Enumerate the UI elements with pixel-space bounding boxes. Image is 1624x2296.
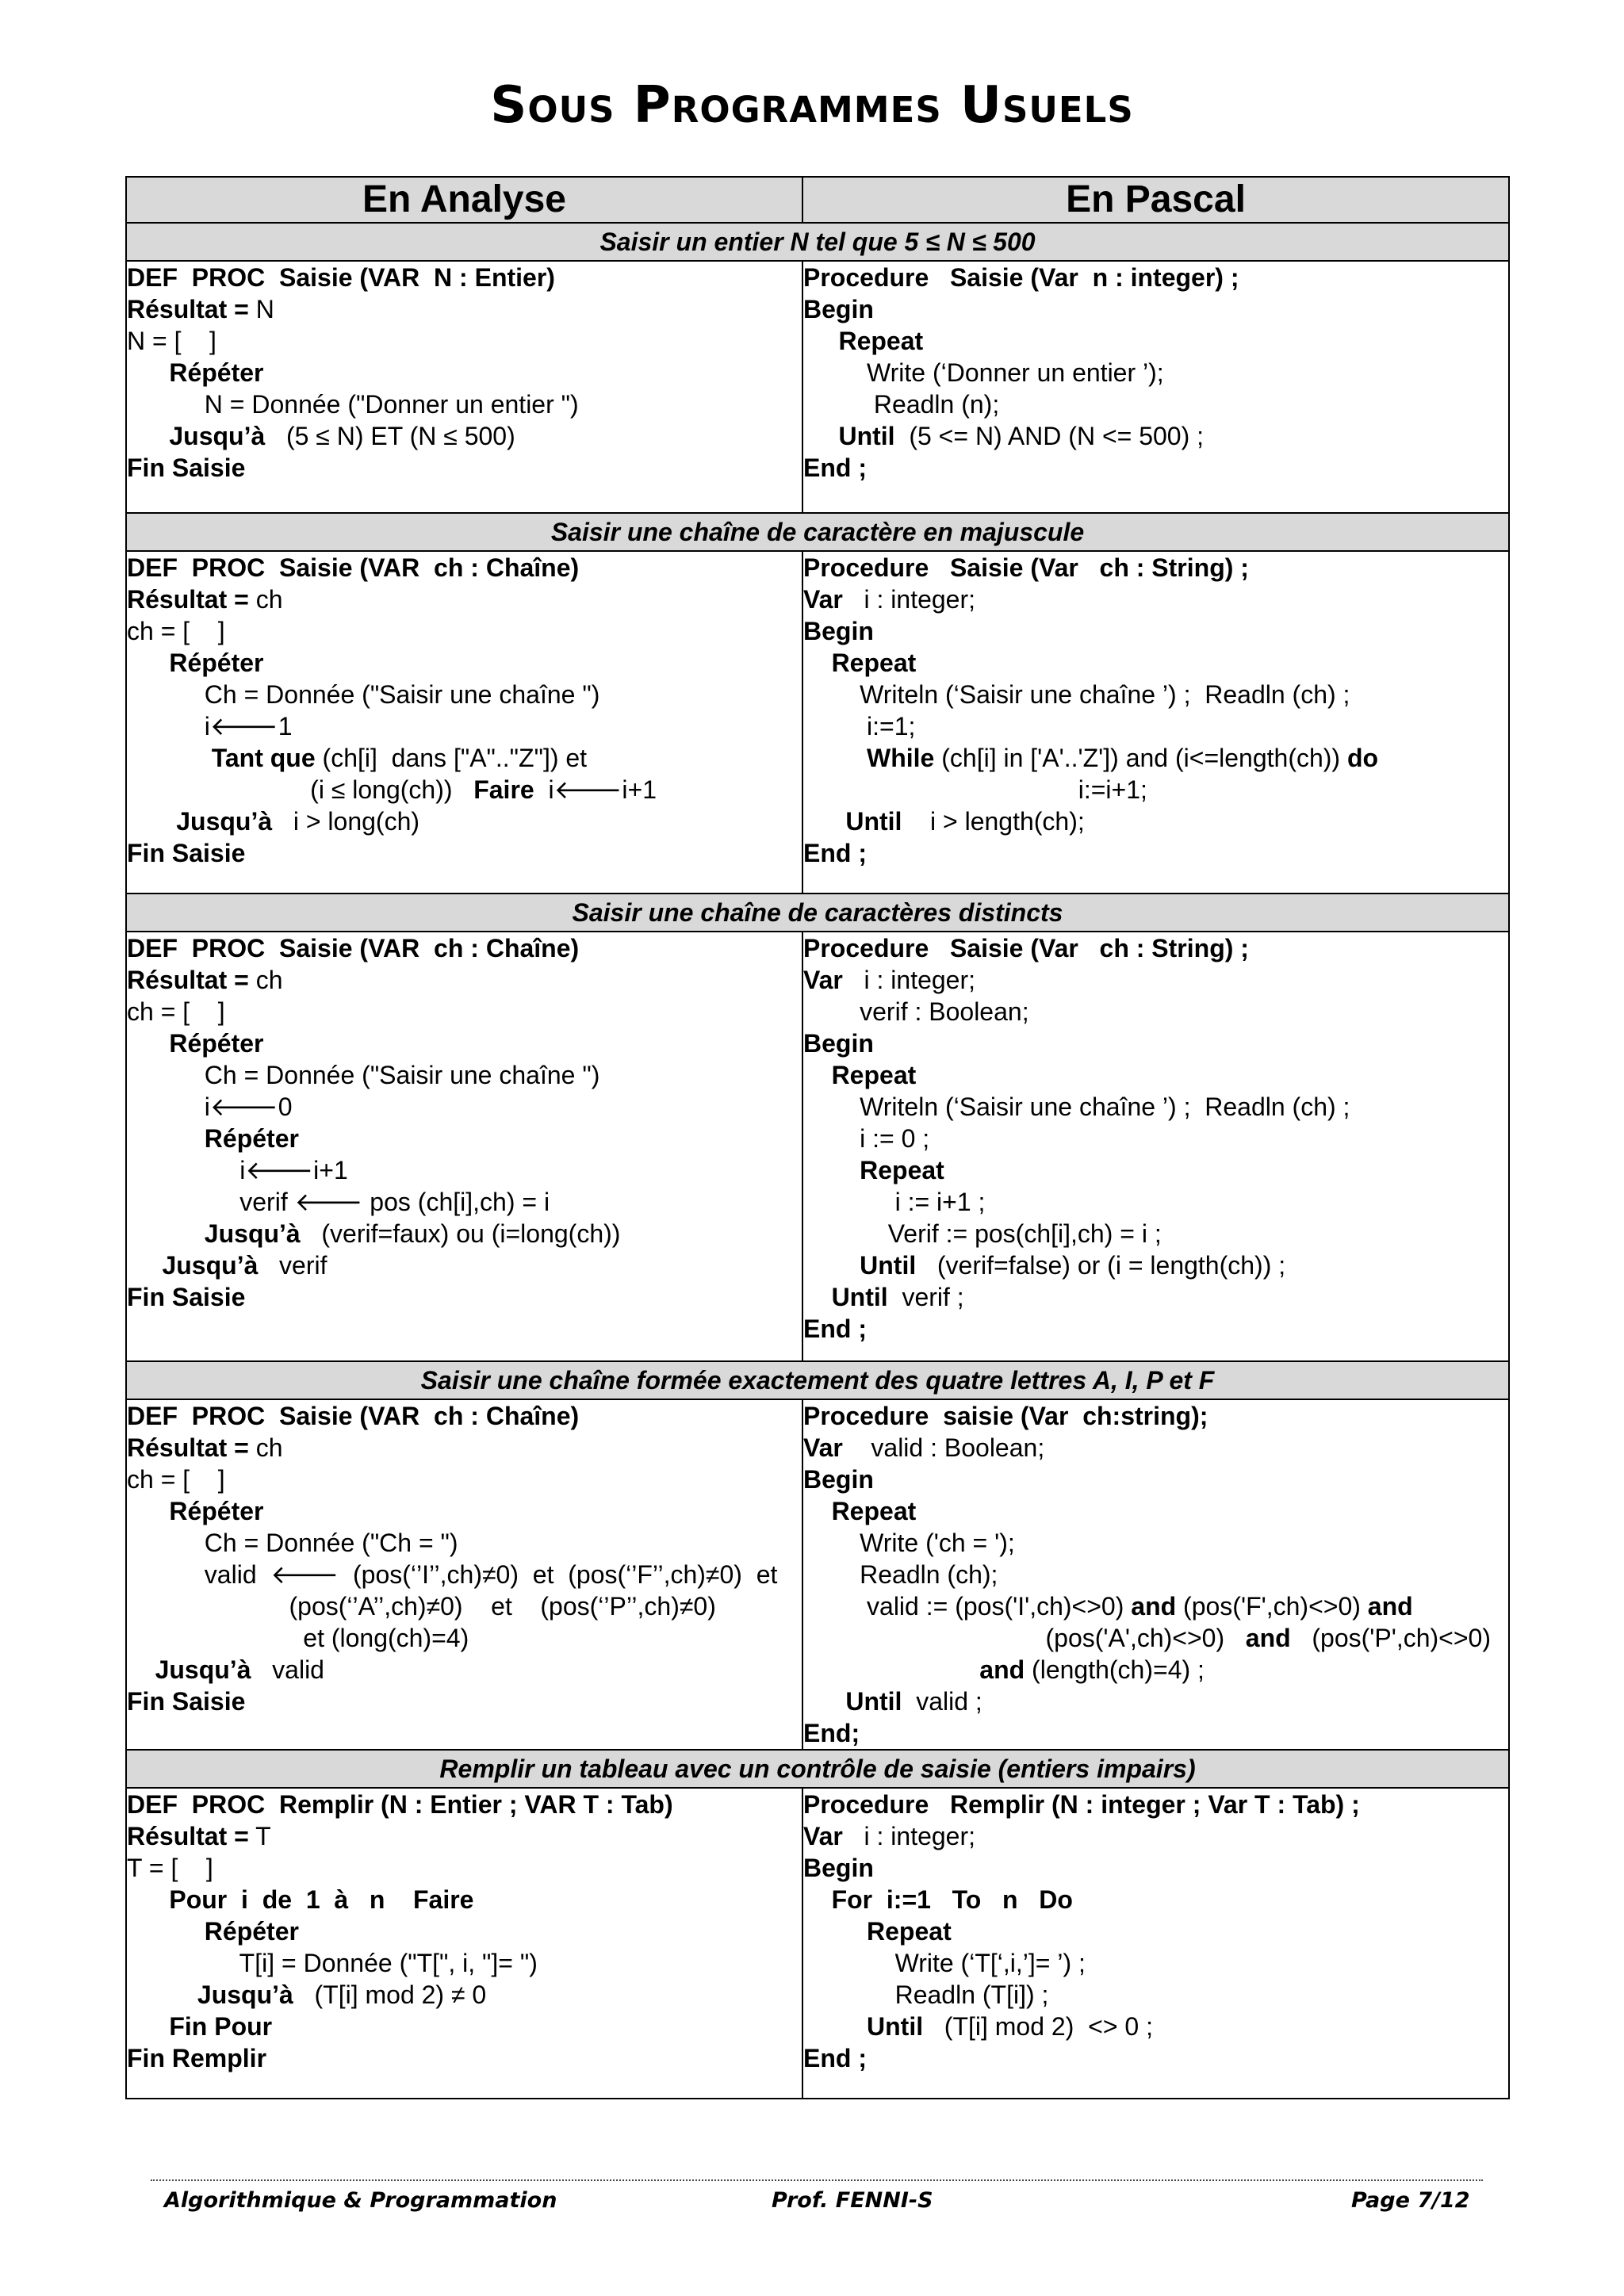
analyse-code-line: Répéter: [204, 1917, 299, 1946]
pascal-code-line: Var valid : Boolean;: [803, 1433, 1045, 1462]
pascal-code-cell: [802, 932, 1509, 1361]
analyse-code-line: DEF PROC Saisie (VAR N : Entier): [127, 263, 555, 292]
analyse-code-line: Tant que (ch[i] dans ["A".."Z"]) et: [211, 744, 588, 772]
pascal-code-line: i:=i+1;: [803, 775, 1147, 804]
pascal-code-line: Write (‘T[‘,i,’]= ’) ;: [803, 1949, 1086, 1977]
section-body-row: [126, 1788, 1509, 2099]
section-header-row: [126, 513, 1509, 551]
column-header-analyse: En Analyse: [126, 177, 802, 223]
section-heading: Saisir une chaîne formée exactement des quatre lettres A, I, P et F: [126, 1361, 1509, 1399]
analyse-code-line: i🡐i+1: [127, 1156, 348, 1184]
analyse-code-line: i🡐0: [127, 1093, 293, 1121]
section-heading: Saisir une chaîne de caractères distincts: [126, 894, 1509, 932]
pascal-code-line: Until (verif=false) or (i = length(ch)) ;: [860, 1251, 1286, 1280]
footer-divider: [151, 2179, 1483, 2181]
analyse-code-cell: [126, 1788, 802, 2099]
pascal-code-line: End ;: [803, 453, 867, 482]
section-header-row: [126, 1750, 1509, 1788]
pascal-code-line: Procedure Saisie (Var n : integer) ;: [803, 263, 1239, 292]
pascal-code-line: verif : Boolean;: [803, 997, 1029, 1026]
pascal-code-line: While (ch[i] in ['A'..'Z']) and (i<=length(ch)) do: [867, 744, 1379, 772]
analyse-code-line: DEF PROC Saisie (VAR ch : Chaîne): [127, 1402, 580, 1430]
pascal-code-line: Readln (n);: [803, 390, 1000, 419]
pascal-code-line: Repeat: [831, 1061, 917, 1089]
pascal-code-line: Until i > length(ch);: [845, 807, 1085, 836]
analyse-code-line: T[i] = Donnée ("T[", i, "]= "): [127, 1949, 538, 1977]
analyse-code-line: Ch = Donnée ("Saisir une chaîne "): [127, 1061, 600, 1089]
pascal-code-line: Repeat: [860, 1156, 944, 1184]
section-header-row: [126, 894, 1509, 932]
analyse-code-line: Résultat = N: [127, 295, 274, 323]
subprograms-table: [125, 176, 1510, 2099]
column-header-row: [126, 177, 1509, 223]
analyse-code-line: Répéter: [169, 1029, 264, 1058]
pascal-code-line: Begin: [803, 1854, 874, 1882]
pascal-code-line: Writeln (‘Saisir une chaîne ’) ; Readln (ch) ;: [803, 680, 1350, 709]
pascal-code-line: Readln (ch);: [803, 1560, 998, 1589]
analyse-code-line: (i ≤ long(ch)) Faire i🡐i+1: [127, 775, 657, 804]
analyse-code-line: Jusqu’à (5 ≤ N) ET (N ≤ 500): [169, 422, 515, 450]
pascal-code-line: Repeat: [831, 649, 917, 677]
analyse-code-line: Répéter: [169, 1497, 264, 1525]
pascal-code-line: Procedure Remplir (N : integer ; Var T : Tab) ;: [803, 1790, 1360, 1819]
analyse-code-line: N = [ ]: [127, 327, 216, 355]
pascal-code-line: Write (‘Donner un entier ’);: [803, 358, 1164, 387]
pascal-code-cell: [802, 1788, 1509, 2099]
analyse-code-line: Jusqu’à i > long(ch): [176, 807, 420, 836]
pascal-code-line: Repeat: [838, 327, 924, 355]
analyse-code-line: Jusqu’à valid: [155, 1655, 324, 1684]
pascal-code-line: Readln (T[i]) ;: [803, 1980, 1049, 2009]
pascal-code-line: Var i : integer;: [803, 966, 976, 994]
analyse-code-line: ch = [ ]: [127, 617, 225, 645]
analyse-code-line: DEF PROC Saisie (VAR ch : Chaîne): [127, 934, 580, 962]
analyse-code-line: Fin Remplir: [127, 2044, 267, 2072]
pascal-code-line: End ;: [803, 839, 867, 867]
analyse-code-line: Résultat = ch: [127, 966, 283, 994]
analyse-code-line: et (long(ch)=4): [127, 1624, 469, 1652]
analyse-code-line: Fin Pour: [169, 2012, 273, 2041]
pascal-code-line: Var i : integer;: [803, 1822, 976, 1850]
pascal-code-line: valid := (pos('I',ch)<>0) and (pos('F',ch)<>0) and: [803, 1592, 1413, 1621]
pascal-code-line: Writeln (‘Saisir une chaîne ’) ; Readln (ch) ;: [803, 1093, 1350, 1121]
pascal-code-line: Until (T[i] mod 2) <> 0 ;: [867, 2012, 1153, 2041]
analyse-code-line: Fin Saisie: [127, 1283, 246, 1311]
pascal-code-line: Verif := pos(ch[i],ch) = i ;: [803, 1219, 1162, 1248]
section-heading: Saisir un entier N tel que 5 ≤ N ≤ 500: [126, 223, 1509, 261]
section-heading: Remplir un tableau avec un contrôle de saisie (entiers impairs): [126, 1750, 1509, 1788]
pascal-code-line: Var i : integer;: [803, 585, 976, 614]
pascal-code-line: Begin: [803, 1465, 874, 1494]
pascal-code-line: End ;: [803, 1314, 867, 1343]
pascal-code-line: Until valid ;: [845, 1687, 982, 1716]
pascal-code-line: Begin: [803, 295, 874, 323]
pascal-code-line: Until (5 <= N) AND (N <= 500) ;: [838, 422, 1205, 450]
analyse-code-line: DEF PROC Saisie (VAR ch : Chaîne): [127, 553, 580, 582]
pascal-code-cell: [802, 1399, 1509, 1750]
footer-page-number: Page 7/12: [1351, 2188, 1470, 2213]
analyse-code-line: Ch = Donnée ("Saisir une chaîne "): [127, 680, 600, 709]
analyse-code-cell: [126, 1399, 802, 1750]
footer-author: Prof. FENNI-S: [772, 2188, 933, 2213]
section-header-row: [126, 1361, 1509, 1399]
section-header-row: [126, 223, 1509, 261]
analyse-code-line: Répéter: [169, 358, 264, 387]
analyse-code-cell: [126, 261, 802, 513]
pascal-code-line: Write ('ch = ');: [803, 1529, 1015, 1557]
pascal-code-cell: [802, 551, 1509, 894]
analyse-code-cell: [126, 932, 802, 1361]
pascal-code-line: End;: [803, 1719, 860, 1747]
analyse-code-line: DEF PROC Remplir (N : Entier ; VAR T : Tab): [127, 1790, 673, 1819]
section-body-row: [126, 261, 1509, 513]
pascal-code-line: End ;: [803, 2044, 867, 2072]
pascal-code-line: Procedure saisie (Var ch:string);: [803, 1402, 1208, 1430]
analyse-code-line: Fin Saisie: [127, 839, 246, 867]
section-body-row: [126, 932, 1509, 1361]
pascal-code-line: i := 0 ;: [803, 1124, 930, 1153]
analyse-code-line: Résultat = ch: [127, 585, 283, 614]
analyse-code-line: Fin Saisie: [127, 453, 246, 482]
analyse-code-line: Répéter: [204, 1124, 299, 1153]
section-body-row: [126, 551, 1509, 894]
analyse-code-line: ch = [ ]: [127, 997, 225, 1026]
analyse-code-line: verif 🡐 pos (ch[i],ch) = i: [127, 1188, 550, 1216]
pascal-code-line: and (length(ch)=4) ;: [979, 1655, 1205, 1684]
analyse-code-line: N = Donnée ("Donner un entier "): [127, 390, 579, 419]
analyse-code-line: Résultat = T: [127, 1822, 271, 1850]
analyse-code-line: Fin Saisie: [127, 1687, 246, 1716]
analyse-code-line: i🡐1: [127, 712, 293, 740]
analyse-code-cell: [126, 551, 802, 894]
pascal-code-line: (pos('A',ch)<>0) and (pos('P',ch)<>0): [1045, 1624, 1491, 1652]
analyse-code-line: Résultat = ch: [127, 1433, 283, 1462]
pascal-code-line: i:=1;: [803, 712, 916, 740]
column-header-pascal: En Pascal: [802, 177, 1509, 223]
analyse-code-line: Ch = Donnée ("Ch = "): [127, 1529, 458, 1557]
analyse-code-line: Jusqu’à (T[i] mod 2) ≠ 0: [197, 1980, 487, 2009]
pascal-code-line: Begin: [803, 617, 874, 645]
pascal-code-line: Repeat: [867, 1917, 952, 1946]
pascal-code-line: Repeat: [831, 1497, 917, 1525]
analyse-code-line: ch = [ ]: [127, 1465, 225, 1494]
pascal-code-line: Procedure Saisie (Var ch : String) ;: [803, 934, 1249, 962]
footer-course: Algorithmique & Programmation: [164, 2188, 557, 2213]
pascal-code-line: Begin: [803, 1029, 874, 1058]
analyse-code-line: valid 🡐 (pos(‘’I’’,ch)≠0) et (pos(‘’F’’,ch)≠0) et: [127, 1560, 778, 1589]
pascal-code-line: Procedure Saisie (Var ch : String) ;: [803, 553, 1249, 582]
pascal-code-cell: [802, 261, 1509, 513]
pascal-code-line: Until verif ;: [831, 1283, 964, 1311]
pascal-code-line: For i:=1 To n Do: [831, 1885, 1073, 1914]
analyse-code-line: Pour i de 1 à n Faire: [169, 1885, 474, 1914]
section-body-row: [126, 1399, 1509, 1750]
section-heading: Saisir une chaîne de caractère en majuscule: [126, 513, 1509, 551]
analyse-code-line: Répéter: [169, 649, 264, 677]
analyse-code-line: Jusqu’à (verif=faux) ou (i=long(ch)): [204, 1219, 621, 1248]
pascal-code-line: i := i+1 ;: [803, 1188, 986, 1216]
page-title: Sous Programmes Usuels: [490, 76, 1134, 135]
analyse-code-line: Jusqu’à verif: [162, 1251, 327, 1280]
analyse-code-line: (pos(‘’A’’,ch)≠0) et (pos(‘’P’’,ch)≠0): [127, 1592, 716, 1621]
analyse-code-line: T = [ ]: [127, 1854, 213, 1882]
